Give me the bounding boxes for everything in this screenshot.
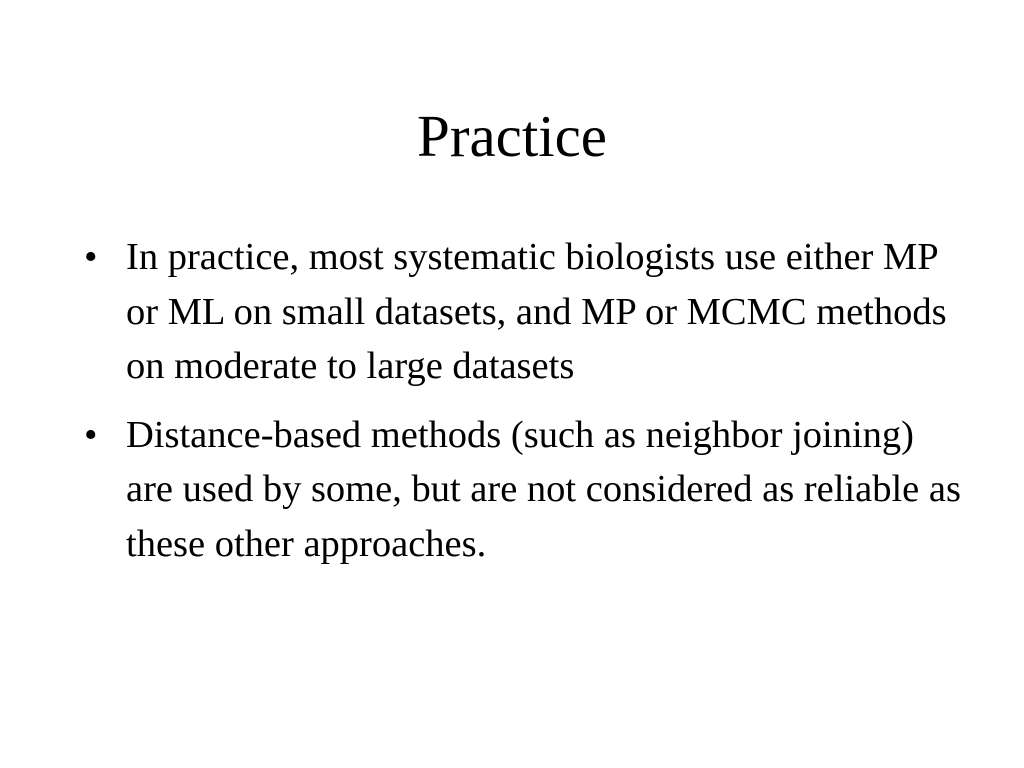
bullet-text: In practice, most systematic biologists use either MP or ML on small datasets, and MP or MCMC methods on moderate to large datasets: [126, 236, 947, 387]
bullet-icon: •: [84, 236, 98, 278]
bullet-item: [84, 408, 964, 572]
bullet-item: [84, 230, 964, 394]
bullet-text: Distance-based methods (such as neighbor joining) are used by some, but are not considered as reliable as these other approaches.: [126, 413, 961, 565]
slide-title: Practice: [417, 103, 607, 169]
bullet-icon: •: [84, 413, 98, 456]
bullet-list: [84, 230, 964, 585]
